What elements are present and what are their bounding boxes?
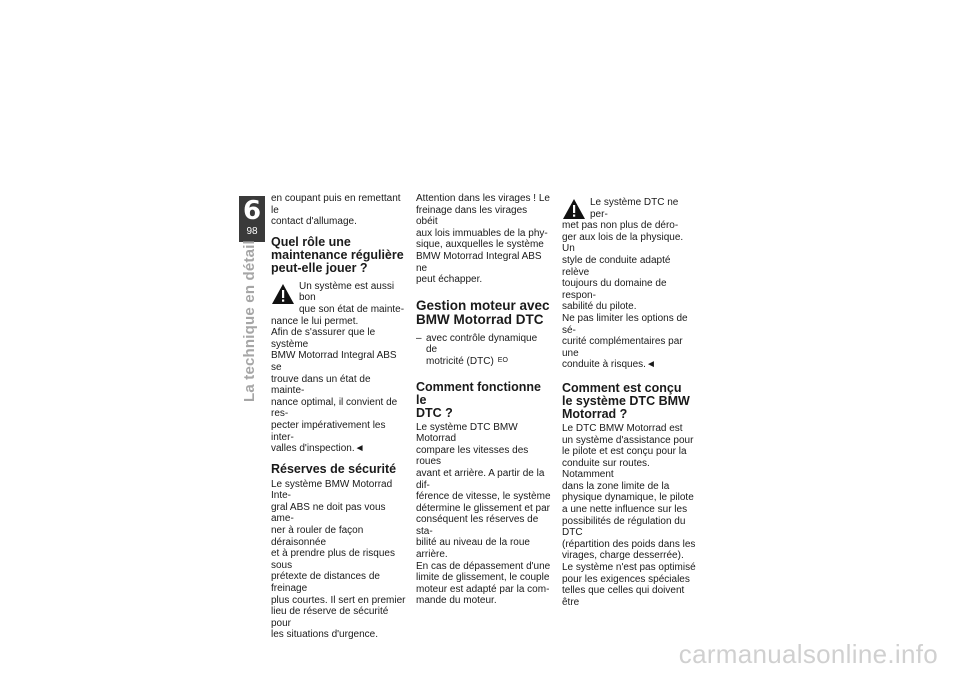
col2-paragraph: Attention dans les virages ! Le freinage dans les virages obéit aux lois immuables de la phy- sique, auxquelles le système BMW Motorrad Integral ABS ne peut échapper. — [416, 193, 550, 286]
chapter-number: 6 — [242, 196, 262, 226]
page-number: 98 — [246, 226, 258, 237]
warning-block: Un système est aussi bon que son état de mainte- nance le lui permet. — [271, 280, 405, 327]
col1-paragraph: Afin de s'assurer que le système BMW Motorrad Integral ABS se trouve dans un état de mainte- nance optimal, il convient de res- pecter impérativement les inter- valles d'inspection.◄ — [271, 327, 398, 455]
side-title: La technique en détail — [241, 240, 258, 402]
watermark: carmanualsonline.info — [678, 639, 938, 669]
warning-icon — [271, 283, 295, 305]
chapter-tab — [239, 196, 265, 242]
heading-how-dtc-works: Comment fonctionne le DTC ? — [416, 379, 541, 420]
warning-block: Le système DTC ne per- met pas non plus de déro- ger aux lois de la physique. Un style de conduite adapté relève toujours du domaine de respon- sabilité du pilote. Ne pas limiter les options de sé- curité complémentaires par une conduite à risques.◄ — [562, 197, 688, 371]
option-superscript: EO — [497, 356, 508, 364]
col2-paragraph: Le système DTC BMW Motorrad compare les vitesses des roues avant et arrière. A partir de la dif- férence de vitesse, le système détermine le glissement et par conséquent les réserves de sta- bilité au niveau de la roue arrière. En cas de dépassement d'une limite de glissement, le couple moteur est adapté par la com- mande du moteur. — [416, 421, 551, 607]
heading-engine-management: Gestion moteur avec BMW Motorrad DTC — [416, 297, 550, 327]
heading-dtc-design: Comment est conçu le système DTC BMW Motorrad ? — [562, 380, 690, 421]
warning-icon — [562, 198, 586, 220]
col1-paragraph: en coupant puis en remettant le contact d'allumage. — [271, 193, 401, 228]
list-item: – avec contrôle dynamique de motricité (DTC) $^{EO}$ — [416, 332, 538, 367]
column-3 — [562, 193, 698, 608]
column-1 — [271, 193, 406, 641]
column-2 — [416, 193, 551, 607]
heading-safety-reserves: Réserves de sécurité — [271, 461, 397, 476]
heading-maintenance: Quel rôle une maintenance régulière peut-elle jouer ? — [271, 234, 404, 275]
col3-paragraph: Le DTC BMW Motorrad est un système d'assistance pour le pilote et est conçu pour la conduite sur routes. Notamment dans la zone limite de la physique dynamique, le pilote a une nette influence sur les possibilités de régulation du DTC (répartition des poids dans les virages, charge desserrée). Le système n'est pas optimisé pour les exigences spéciales telles que celles qui doivent être — [562, 422, 696, 608]
col1-paragraph: Le système BMW Motorrad Inte- gral ABS ne doit pas vous ame- ner à rouler de façon déraisonnée et à prendre plus de risques sous prétexte de distances de freinage plus courtes. Il sert en premier lieu de réserve de sécurité pour les situations d'urgence. — [271, 478, 406, 641]
